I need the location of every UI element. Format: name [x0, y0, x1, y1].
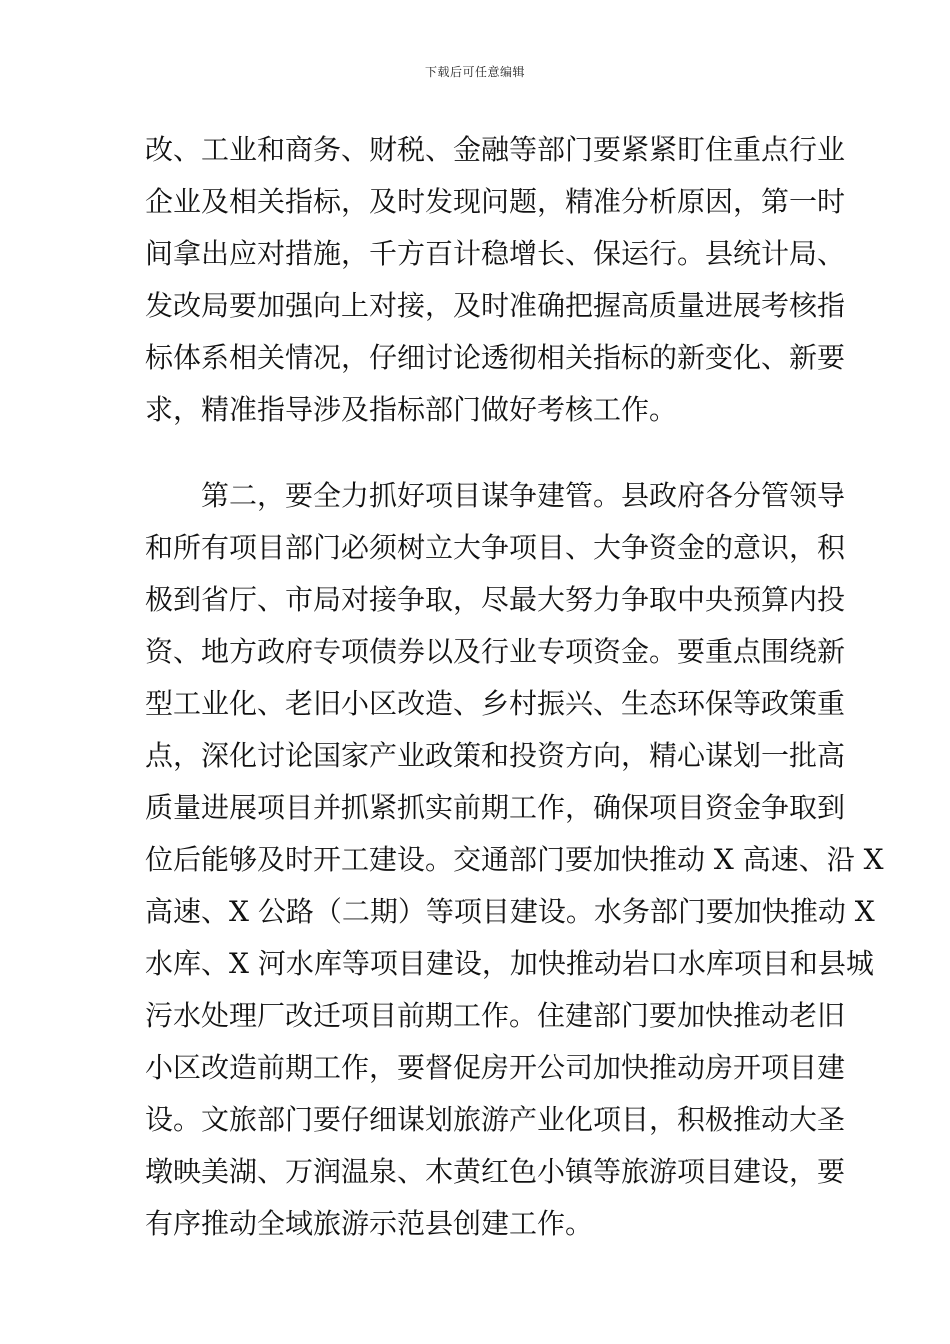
- paragraph-line: 小区改造前期工作，要督促房开公司加快推动房开项目建: [145, 1051, 846, 1084]
- paragraph-line: 型工业化、老旧小区改造、乡村振兴、生态环保等政策重: [145, 687, 846, 720]
- paragraph-line: 资、地方政府专项债券以及行业专项资金。要重点围绕新: [145, 635, 846, 668]
- paragraph-line: 和所有项目部门必须树立大争项目、大争资金的意识，积: [145, 531, 846, 564]
- paragraph-1: [145, 124, 846, 436]
- paragraph-line: 第二，要全力抓好项目谋争建管。县政府各分管领导: [201, 479, 846, 512]
- paragraph-line: 极到省厅、市局对接争取，尽最大努力争取中央预算内投: [145, 583, 846, 616]
- paragraph-line: 改、工业和商务、财税、金融等部门要紧紧盯住重点行业: [145, 133, 846, 166]
- paragraph-line: 污水处理厂改迁项目前期工作。住建部门要加快推动老旧: [145, 999, 846, 1032]
- paragraph-line: 间拿出应对措施，千方百计稳增长、保运行。县统计局、: [145, 237, 846, 270]
- paragraph-line: 企业及相关指标，及时发现问题，精准分析原因，第一时: [145, 185, 846, 218]
- paragraph-line: 高速、X 公路（二期）等项目建设。水务部门要加快推动 X: [145, 895, 875, 928]
- paragraph-line: 质量进展项目并抓紧抓实前期工作，确保项目资金争取到: [145, 791, 846, 824]
- paragraph-line: 发改局要加强向上对接，及时准确把握高质量进展考核指: [145, 289, 846, 322]
- paragraph-line: 墩映美湖、万润温泉、木黄红色小镇等旅游项目建设，要: [145, 1155, 846, 1188]
- paragraph-2: [145, 470, 884, 1250]
- paragraph-line: 求，精准指导涉及指标部门做好考核工作。: [145, 393, 678, 426]
- paragraph-line: 有序推动全域旅游示范县创建工作。: [145, 1207, 594, 1240]
- paragraph-line: 标体系相关情况，仔细讨论透彻相关指标的新变化、新要: [145, 341, 846, 374]
- paragraph-line: 点，深化讨论国家产业政策和投资方向，精心谋划一批高: [145, 739, 846, 772]
- paragraph-line: 水库、X 河水库等项目建设，加快推动岩口水库项目和县城: [145, 947, 874, 980]
- paragraph-line: 设。文旅部门要仔细谋划旅游产业化项目，积极推动大圣: [145, 1103, 846, 1136]
- paragraph-line: 位后能够及时开工建设。交通部门要加快推动 X 高速、沿 X: [145, 843, 884, 876]
- page-header: 下载后可任意编辑: [424, 65, 525, 79]
